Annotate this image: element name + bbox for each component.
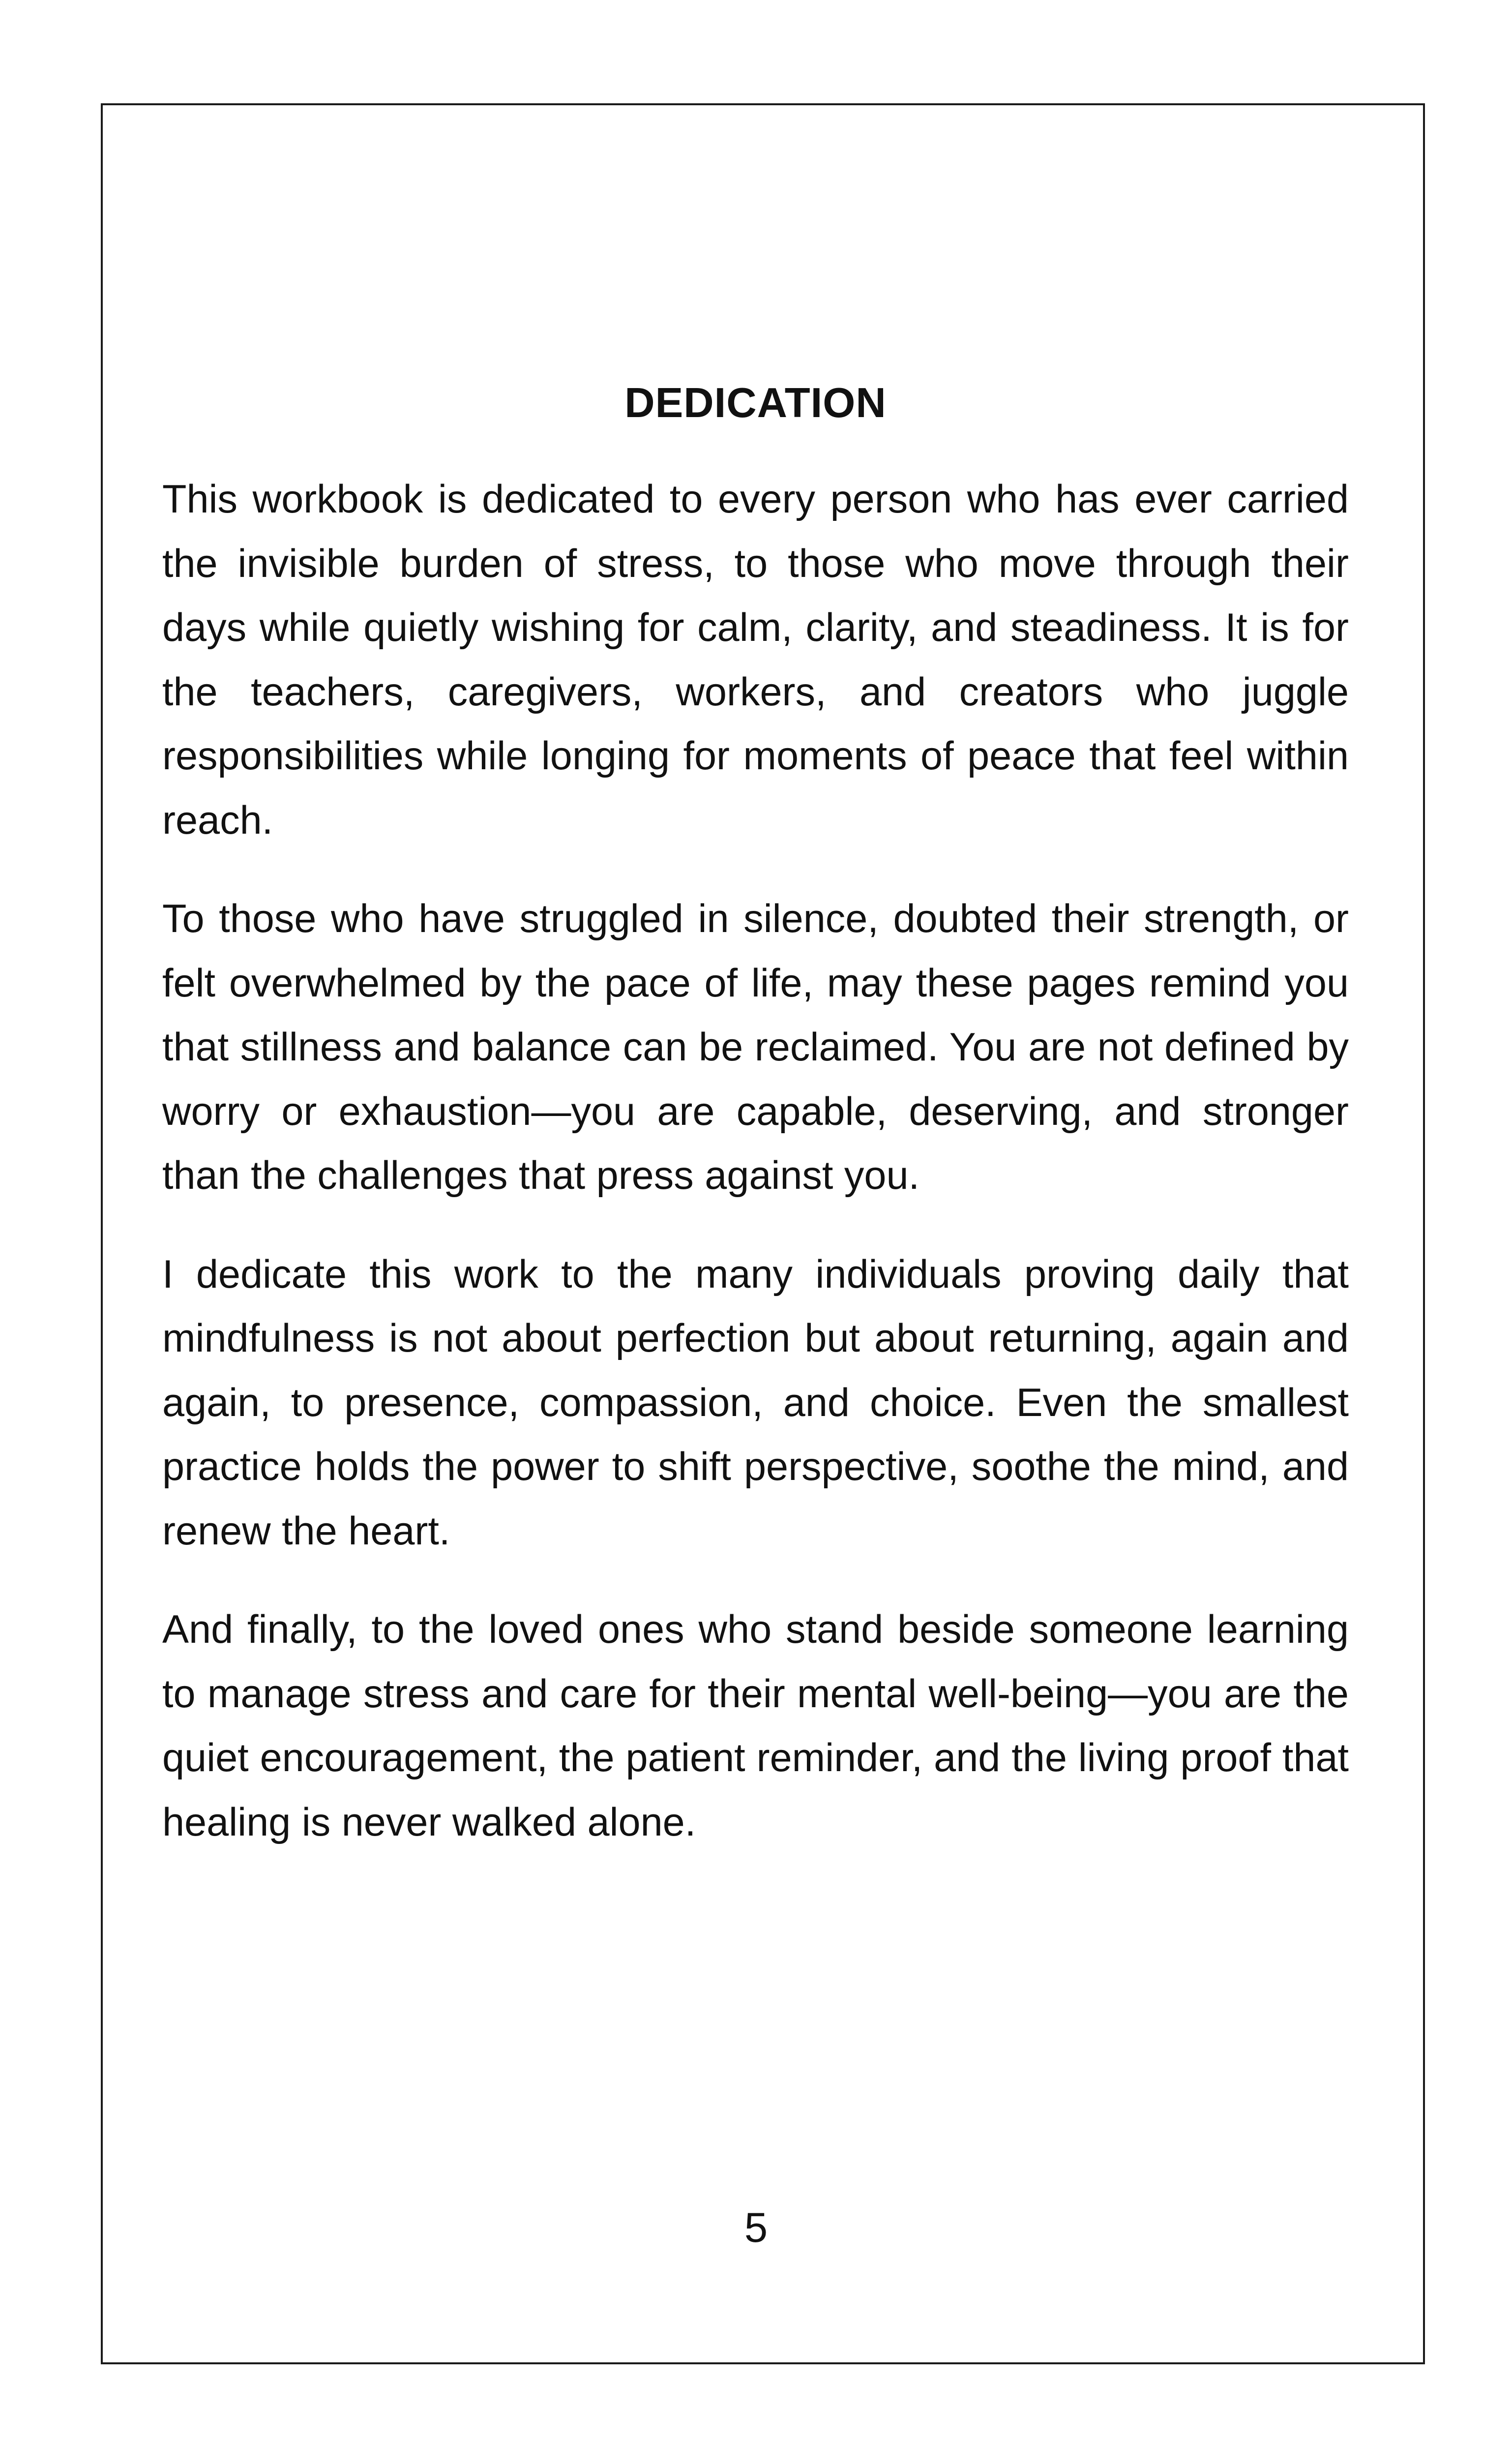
dedication-content	[162, 379, 1349, 1889]
dedication-paragraph-3: I dedicate this work to the many individuals proving daily that mindfulness is not about perfection but about returning, again and again, to presence, compassion, and choice. Even the smallest practice holds the power to shift perspective, soothe the mind, and renew the heart.	[162, 1252, 1349, 1553]
dedication-paragraph-2: To those who have struggled in silence, doubted their strength, or felt overwhelmed by the pace of life, may these pages remind you that stillness and balance can be reclaimed. You are not defined by worry or exhaustion—you are capable, deserving, and stronger than the challenges that press against you.	[162, 897, 1349, 1198]
dedication-paragraph-4: And finally, to the loved ones who stand beside someone learning to manage stress and care for their mental well-being—you are the quiet encouragement, the patient reminder, and the living proof that healing is never walked alone.	[162, 1607, 1349, 1844]
dedication-paragraph-1: This workbook is dedicated to every person who has ever carried the invisible burden of stress, to those who move through their days while quietly wishing for calm, clarity, and steadiness. It is for the teachers, caregivers, workers, and creators who juggle responsibilities while longing for moments of peace that feel within reach.	[162, 477, 1349, 843]
page-number: 5	[744, 2204, 768, 2251]
page-title: DEDICATION	[624, 380, 887, 426]
